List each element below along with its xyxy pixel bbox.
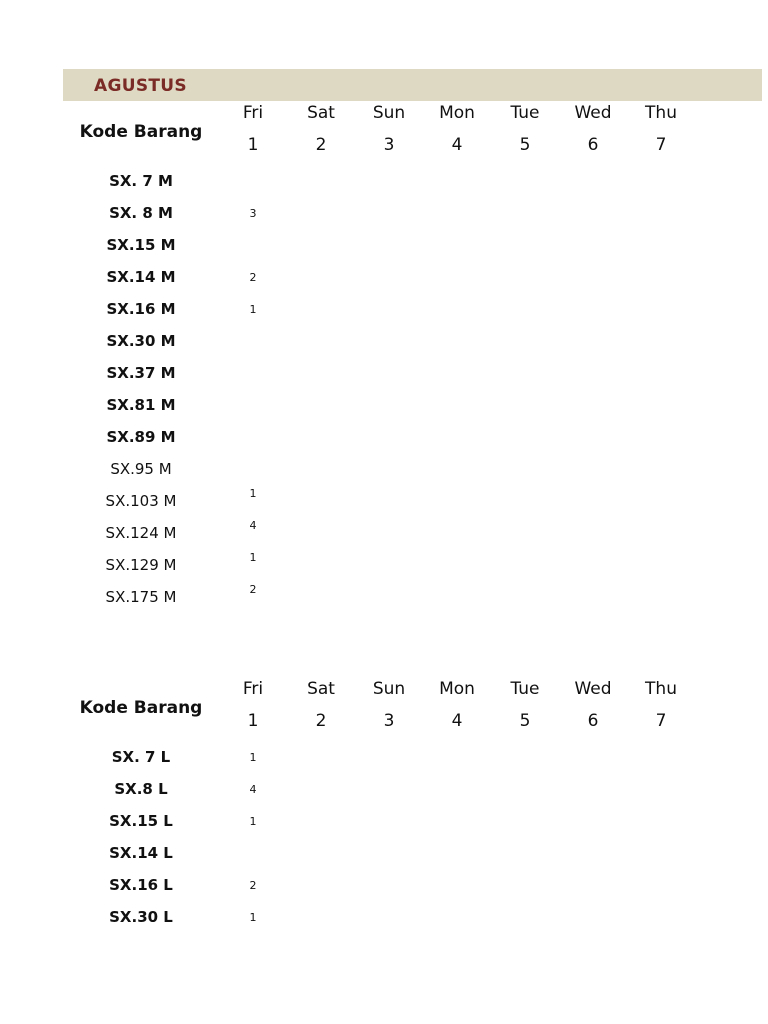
day-name-header: Sun: [372, 679, 406, 699]
day-name-header: Tue: [510, 679, 540, 699]
item-code-cell: SX.30 L: [109, 908, 173, 926]
item-code-cell: SX.95 M: [110, 460, 172, 478]
day-name-header: Sat: [307, 103, 335, 123]
day-number-header: 6: [587, 135, 599, 155]
item-code-cell: SX.16 L: [109, 876, 173, 894]
day-name-header: Fri: [242, 679, 264, 699]
item-code-cell: SX.30 M: [106, 332, 176, 350]
fri-quantity-cell: 4: [249, 783, 257, 796]
day-number-header: 3: [383, 711, 395, 731]
fri-quantity-cell: 1: [249, 303, 257, 316]
day-name-header: Sun: [372, 103, 406, 123]
day-number-header: 4: [451, 711, 463, 731]
day-name-header: Sat: [307, 679, 335, 699]
fri-quantity-cell: 1: [249, 911, 257, 924]
month-title: AGUSTUS: [94, 76, 187, 96]
day-number-header: 7: [655, 135, 667, 155]
day-number-header: 2: [315, 711, 327, 731]
item-code-cell: SX.124 M: [105, 524, 177, 542]
item-code-cell: SX.14 M: [106, 268, 176, 286]
day-name-header: Wed: [574, 103, 612, 123]
day-number-header: 7: [655, 711, 667, 731]
item-code-cell: SX.175 M: [105, 588, 177, 606]
kode-barang-header: Kode Barang: [79, 122, 203, 142]
size-section-1: [0, 100, 768, 606]
item-code-cell: SX. 7 L: [111, 748, 171, 766]
item-code-cell: SX.16 M: [106, 300, 176, 318]
day-number-header: 6: [587, 711, 599, 731]
fri-quantity-cell: 2: [249, 583, 257, 596]
day-number-header: 1: [247, 135, 259, 155]
fri-quantity-cell: 1: [249, 815, 257, 828]
fri-quantity-cell: 1: [249, 751, 257, 764]
day-name-header: Fri: [242, 103, 264, 123]
day-number-header: 2: [315, 135, 327, 155]
size-section-2: [0, 676, 768, 926]
fri-quantity-cell: 1: [249, 551, 257, 564]
fri-quantity-cell: 4: [249, 519, 257, 532]
item-code-cell: SX.129 M: [105, 556, 177, 574]
kode-barang-header: Kode Barang: [79, 698, 203, 718]
item-code-cell: SX.8 L: [114, 780, 168, 798]
fri-quantity-cell: 1: [249, 487, 257, 500]
fri-quantity-cell: 3: [249, 207, 257, 220]
item-code-cell: SX.14 L: [109, 844, 173, 862]
day-number-header: 5: [519, 135, 531, 155]
item-code-cell: SX.89 M: [106, 428, 176, 446]
day-number-header: 3: [383, 135, 395, 155]
day-name-header: Mon: [439, 679, 475, 699]
day-name-header: Thu: [645, 103, 677, 123]
month-header-band: [63, 69, 762, 101]
day-name-header: Thu: [645, 679, 677, 699]
item-code-cell: SX.81 M: [106, 396, 176, 414]
day-name-header: Mon: [439, 103, 475, 123]
day-number-header: 4: [451, 135, 463, 155]
fri-quantity-cell: 2: [249, 879, 257, 892]
day-name-header: Tue: [510, 103, 540, 123]
item-code-cell: SX. 7 M: [109, 172, 173, 190]
day-name-header: Wed: [574, 679, 612, 699]
fri-quantity-cell: 2: [249, 271, 257, 284]
day-number-header: 1: [247, 711, 259, 731]
item-code-cell: SX.15 L: [109, 812, 173, 830]
item-code-cell: SX.15 M: [106, 236, 176, 254]
day-number-header: 5: [519, 711, 531, 731]
item-code-cell: SX.103 M: [105, 492, 177, 510]
item-code-cell: SX.37 M: [106, 364, 176, 382]
item-code-cell: SX. 8 M: [109, 204, 173, 222]
